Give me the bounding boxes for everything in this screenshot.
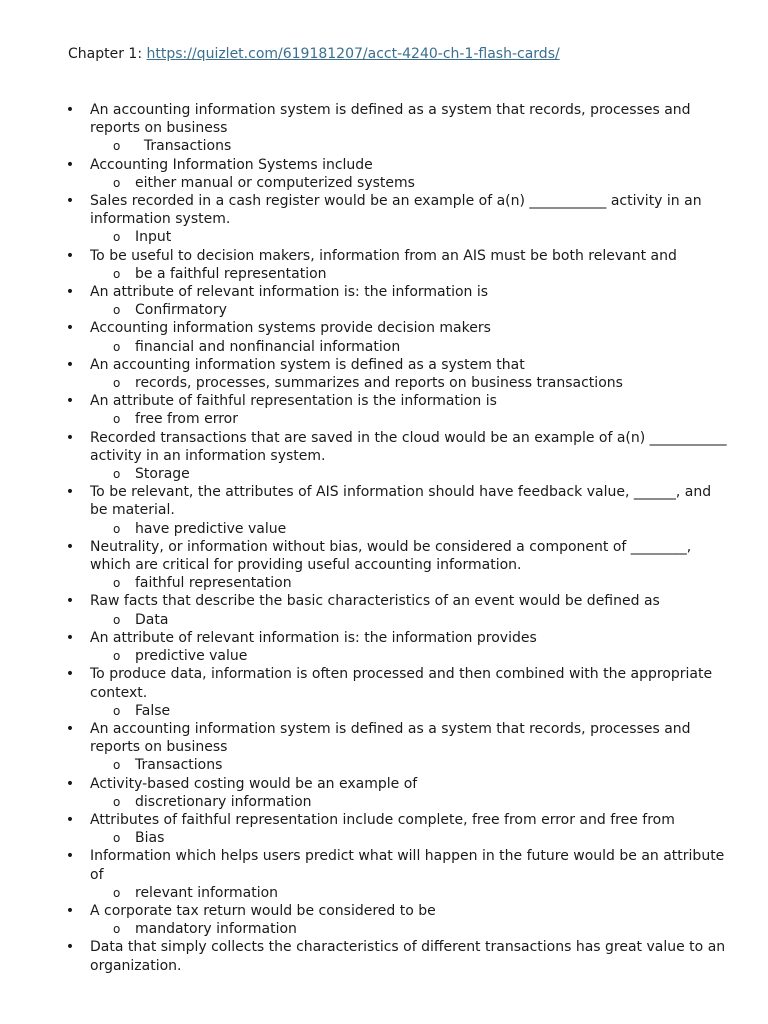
question-text: Attributes of faithful representation include complete, free from error and free from — [90, 811, 675, 828]
sub-bullet-icon: o — [113, 885, 121, 900]
bullet-icon: • — [65, 775, 75, 792]
answer-text: discretionary information — [135, 793, 312, 810]
flashcard-list — [0, 101, 768, 975]
chapter-label: Chapter 1: — [68, 46, 147, 62]
question-text: An attribute of relevant information is: the information provides — [90, 629, 537, 646]
answer-item — [0, 301, 768, 319]
answer-item — [0, 465, 768, 483]
answer-text: Data — [135, 611, 169, 628]
question-item — [0, 101, 768, 137]
question-text: Accounting information systems provide decision makers — [90, 320, 491, 337]
sub-bullet-icon: o — [113, 612, 121, 627]
bullet-icon: • — [65, 284, 75, 301]
bullet-icon: • — [65, 484, 75, 501]
question-text: To be useful to decision makers, information from an AIS must be both relevant and — [90, 247, 677, 264]
sub-bullet-icon: o — [113, 831, 121, 846]
bullet-icon: • — [65, 811, 75, 828]
bullet-icon: • — [65, 848, 75, 865]
sub-bullet-icon: o — [113, 230, 121, 245]
answer-item — [0, 647, 768, 665]
question-text: Raw facts that describe the basic characteristics of an event would be defined as — [90, 593, 660, 610]
sub-bullet-icon: o — [113, 467, 121, 482]
question-item — [0, 665, 768, 701]
question-item — [0, 538, 768, 574]
question-text: An attribute of relevant information is: the information is — [90, 284, 489, 301]
answer-text: be a faithful representation — [135, 265, 327, 282]
bullet-icon: • — [65, 247, 75, 264]
question-text: Accounting Information Systems include — [90, 156, 373, 173]
answer-item — [0, 137, 768, 155]
answer-text: predictive value — [135, 648, 248, 665]
answer-text: Transactions — [135, 138, 232, 155]
bullet-icon: • — [65, 193, 75, 210]
question-text: Activity-based costing would be an example of — [90, 775, 418, 792]
quizlet-link[interactable]: https://quizlet.com/619181207/acct-4240-ch-1-flash-cards/ — [146, 46, 560, 62]
answer-text: financial and nonfinancial information — [135, 338, 401, 355]
question-item — [0, 247, 768, 265]
sub-bullet-icon: o — [113, 175, 121, 190]
answer-item — [0, 756, 768, 774]
answer-text: free from error — [135, 411, 238, 428]
question-item — [0, 938, 768, 974]
question-item — [0, 811, 768, 829]
question-item — [0, 319, 768, 337]
sub-bullet-icon: o — [113, 521, 121, 536]
question-item — [0, 356, 768, 374]
question-text: Sales recorded in a cash register would be an example of a(n) ___________ activity in an information system. — [90, 193, 702, 228]
answer-item — [0, 884, 768, 902]
sub-bullet-icon: o — [113, 139, 121, 154]
answer-text: either manual or computerized systems — [135, 174, 415, 191]
sub-bullet-icon: o — [113, 266, 121, 281]
sub-bullet-icon: o — [113, 339, 121, 354]
question-item — [0, 283, 768, 301]
answer-item — [0, 920, 768, 938]
answer-item — [0, 520, 768, 538]
sub-bullet-icon: o — [113, 758, 121, 773]
question-item — [0, 902, 768, 920]
answer-item — [0, 174, 768, 192]
answer-text: Storage — [135, 466, 190, 483]
answer-item — [0, 410, 768, 428]
question-item — [0, 775, 768, 793]
bullet-icon: • — [65, 720, 75, 737]
question-item — [0, 156, 768, 174]
question-text: An attribute of faithful representation is the information is — [90, 393, 497, 410]
question-item — [0, 392, 768, 410]
question-text: Data that simply collects the characteristics of different transactions has great value to an organization. — [90, 939, 726, 974]
sub-bullet-icon: o — [113, 703, 121, 718]
answer-text: have predictive value — [135, 520, 287, 537]
bullet-icon: • — [65, 429, 75, 446]
bullet-icon: • — [65, 356, 75, 373]
answer-text: mandatory information — [135, 921, 297, 938]
answer-text: Input — [135, 229, 172, 246]
answer-item — [0, 265, 768, 283]
answer-text: False — [135, 702, 171, 719]
answer-text: faithful representation — [135, 575, 292, 592]
question-item — [0, 192, 768, 228]
question-item — [0, 847, 768, 883]
answer-item — [0, 338, 768, 356]
question-text: A corporate tax return would be considered to be — [90, 902, 436, 919]
answer-text: Transactions — [135, 757, 223, 774]
sub-bullet-icon: o — [113, 649, 121, 664]
question-text: An accounting information system is defined as a system that records, processes and reports on business — [90, 102, 691, 137]
answer-item — [0, 374, 768, 392]
sub-bullet-icon: o — [113, 794, 121, 809]
question-text: To produce data, information is often processed and then combined with the appropriate context. — [90, 666, 713, 701]
answer-item — [0, 574, 768, 592]
answer-text: Confirmatory — [135, 302, 227, 319]
chapter-header — [68, 45, 560, 63]
bullet-icon: • — [65, 629, 75, 646]
answer-text: records, processes, summarizes and reports on business transactions — [135, 375, 623, 392]
question-item — [0, 483, 768, 519]
bullet-icon: • — [65, 320, 75, 337]
sub-bullet-icon: o — [113, 922, 121, 937]
answer-text: relevant information — [135, 884, 279, 901]
bullet-icon: • — [65, 902, 75, 919]
answer-text: Bias — [135, 830, 165, 847]
question-item — [0, 720, 768, 756]
answer-item — [0, 829, 768, 847]
sub-bullet-icon: o — [113, 376, 121, 391]
question-text: An accounting information system is defined as a system that — [90, 356, 525, 373]
bullet-icon: • — [65, 156, 75, 173]
question-item — [0, 629, 768, 647]
question-text: An accounting information system is defined as a system that records, processes and reports on business — [90, 720, 691, 756]
sub-bullet-icon: o — [113, 576, 121, 591]
sub-bullet-icon: o — [113, 412, 121, 427]
question-text: Information which helps users predict what will happen in the future would be an attribute of — [90, 848, 725, 883]
bullet-icon: • — [65, 102, 75, 118]
bullet-icon: • — [65, 939, 75, 956]
question-item — [0, 429, 768, 465]
bullet-icon: • — [65, 393, 75, 410]
question-text: To be relevant, the attributes of AIS information should have feedback value, ______, and be material. — [90, 484, 712, 519]
bullet-icon: • — [65, 538, 75, 555]
question-item — [0, 592, 768, 610]
answer-item — [0, 793, 768, 811]
answer-item — [0, 228, 768, 246]
sub-bullet-icon: o — [113, 303, 121, 318]
question-text: Recorded transactions that are saved in the cloud would be an example of a(n) ___________ activity in an information system. — [90, 429, 727, 464]
answer-item — [0, 702, 768, 720]
answer-item — [0, 611, 768, 629]
bullet-icon: • — [65, 666, 75, 683]
bullet-icon: • — [65, 593, 75, 610]
question-text: Neutrality, or information without bias, would be considered a component of ________, which are critical for providing useful accounting information. — [90, 538, 692, 574]
